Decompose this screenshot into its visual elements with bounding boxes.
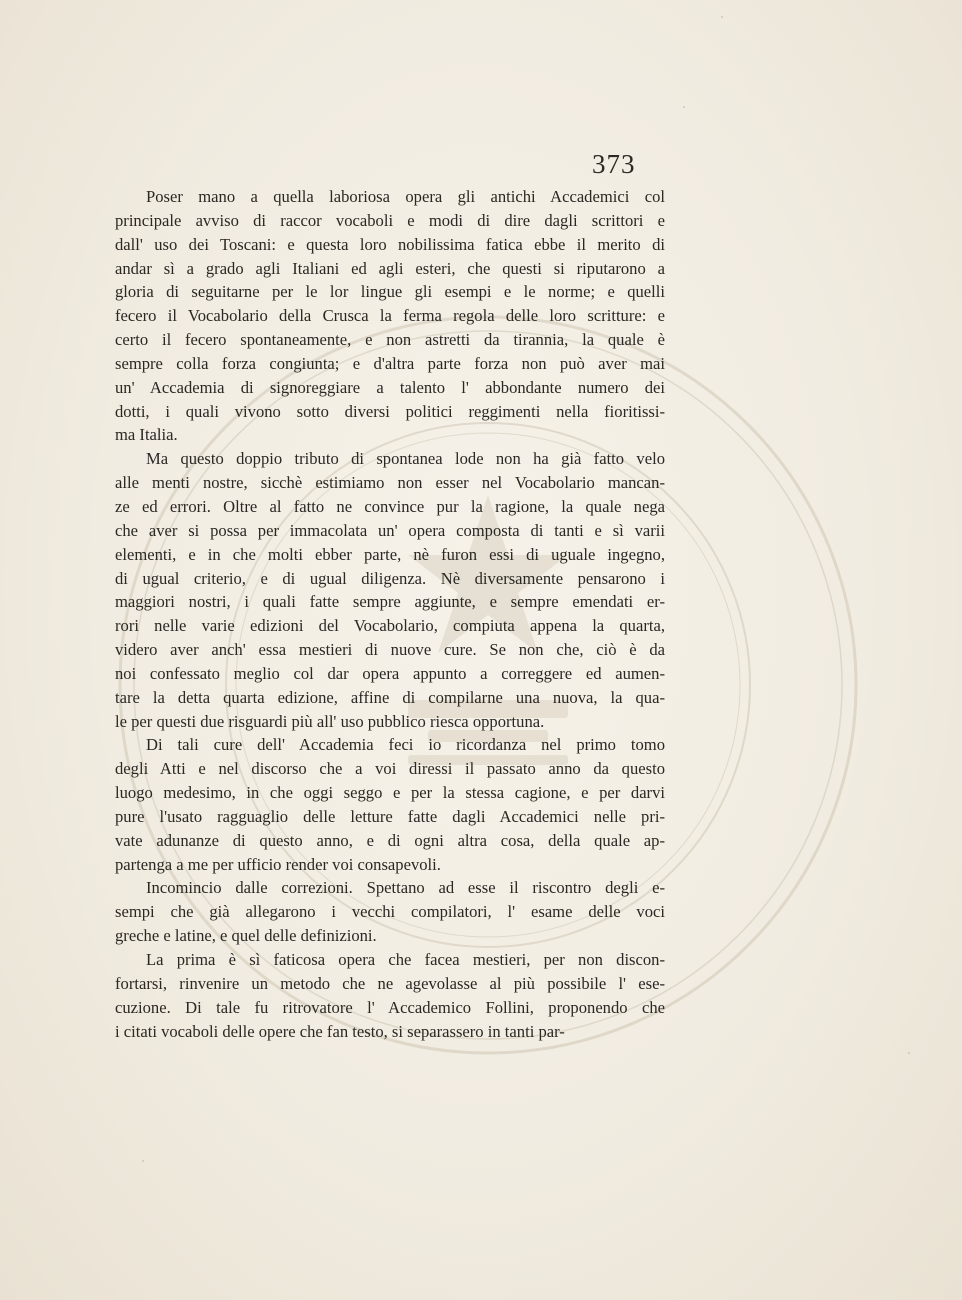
paragraph — [115, 185, 665, 447]
text-line: dotti, i quali vivono sotto diversi politici reggimenti nella fioritissi- — [115, 401, 665, 421]
text-line: videro aver anch' essa mestieri di nuove cure. Se non che, ciò è da — [115, 640, 665, 660]
text-line: fortarsi, rinvenire un metodo che ne agevolasse al più possibile l' ese- — [115, 973, 665, 993]
text-line: che aver si possa per immacolata un' opera composta di tanti e sì varii — [115, 520, 665, 540]
text-line: degli Atti e nel discorso che a voi diressi il passato anno da questo — [115, 759, 665, 779]
text-line: sempi che già allegarono i vecchi compilatori, l' esame delle voci — [115, 902, 665, 922]
text-line: andar sì a grado agli Italiani ed agli esteri, che questi si riputarono a — [115, 258, 665, 278]
text-line: rori nelle varie edizioni del Vocabolario, compiuta appena la quarta, — [115, 616, 665, 636]
paper-speck — [142, 1160, 144, 1162]
text-line: Ma questo doppio tributo di spontanea lode non ha già fatto velo — [146, 449, 665, 469]
text-line: noi confessato meglio col dar opera appunto a correggere ed aumen- — [115, 663, 665, 683]
text-line: alle menti nostre, sicchè estimiamo non esser nel Vocabolario mancan- — [115, 473, 665, 493]
text-line: gloria di seguitarne per le lor lingue gli esempi e le norme; e quelli — [115, 282, 665, 302]
text-line: vate adunanze di questo anno, e di ogni altra cosa, della quale ap- — [115, 830, 665, 850]
text-line: ze ed errori. Oltre al fatto ne convince pur la ragione, la quale nega — [115, 496, 665, 516]
text-line: ma Italia. — [115, 425, 178, 445]
body-text — [115, 185, 665, 1043]
paragraph — [115, 876, 665, 948]
text-line: fecero il Vocabolario della Crusca la ferma regola delle loro scritture: e — [115, 306, 665, 326]
text-line: principale avviso di raccor vocaboli e modi di dire dagli scrittori e — [115, 210, 665, 230]
text-line: Incomincio dalle correzioni. Spettano ad esse il riscontro degli e- — [146, 878, 665, 898]
text-line: partenga a me per ufficio render voi consapevoli. — [115, 854, 441, 874]
paper-speck — [908, 1052, 910, 1054]
text-line: cuzione. Di tale fu ritrovatore l' Accademico Follini, proponendo che — [115, 997, 665, 1017]
paragraph — [115, 447, 665, 733]
paper-speck — [721, 16, 723, 18]
text-line: elementi, e in che molti ebber parte, nè furon essi di uguale ingegno, — [115, 544, 665, 564]
text-line: tare la detta quarta edizione, affine di compilarne una nuova, la qua- — [115, 687, 665, 707]
text-line: Poser mano a quella laboriosa opera gli antichi Accademici col — [146, 187, 665, 206]
text-line: greche e latine, e quel delle definizioni. — [115, 926, 377, 946]
page-number: 373 — [592, 149, 636, 179]
text-line: La prima è sì faticosa opera che facea mestieri, per non discon- — [146, 950, 665, 969]
text-line: sempre colla forza congiunta; e d'altra parte forza non può aver mai — [115, 353, 665, 373]
text-line: maggiori nostri, i quali fatte sempre aggiunte, e sempre emendati er- — [115, 592, 665, 612]
text-line: le per questi due risguardi più all' uso pubblico riesca opportuna. — [115, 711, 545, 731]
text-line: luogo medesimo, in che oggi seggo e per la stessa cagione, e per darvi — [115, 783, 665, 803]
paper-speck — [683, 106, 685, 108]
text-line: un' Accademia di signoreggiare a talento l' abbondante numero dei — [115, 377, 665, 397]
text-line: Di tali cure dell' Accademia feci io ricordanza nel primo tomo — [146, 735, 665, 755]
paragraph — [115, 948, 665, 1043]
paragraph — [115, 733, 665, 876]
text-line: di ugual criterio, e di ugual diligenza. Nè diversamente pensarono i — [115, 568, 665, 588]
text-line: certo il fecero spontaneamente, e non astretti da tirannia, la quale è — [115, 330, 665, 350]
text-line: i citati vocaboli delle opere che fan testo, si separassero in tanti par- — [115, 1021, 565, 1041]
text-line: pure l'usato ragguaglio delle letture fatte dagli Accademici nelle pri- — [115, 806, 665, 826]
text-line: dall' uso dei Toscani: e questa loro nobilissima fatica ebbe il merito di — [115, 234, 665, 254]
